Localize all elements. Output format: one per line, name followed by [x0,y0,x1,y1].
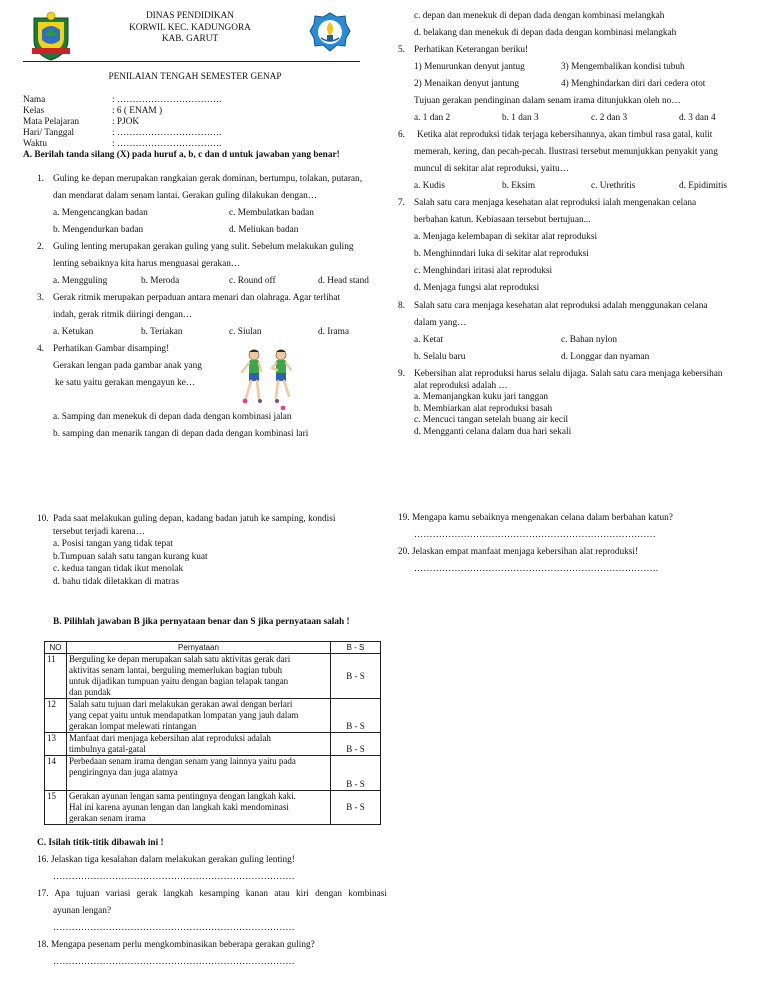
question-text: Ketika alat reproduksi tidak terjaga kebersihannya, akan timbul rasa gatal, kulit [417,130,713,140]
section-c-heading: C. Isilah titik-titik dibawah ini ! [37,838,164,848]
option-c[interactable]: c. Round off [229,276,276,286]
answer-line-18[interactable]: …………………………………………………………………… [53,957,295,967]
header-line-1: DINAS PENDIDIKAN [145,11,235,21]
statement-line: dan pundak [69,687,111,697]
option-d[interactable]: d. Menjaga fungsi alat reproduksi [414,283,540,293]
answer-cell[interactable]: B - S [331,733,381,756]
question-text: Tujuan gerakan pendinginan dalam senam irama ditunjukkan oleh no… [414,96,681,106]
regency-logo [30,10,72,62]
answer-cell[interactable]: B - S [331,756,381,791]
question-text: dan mendarat dalam senam lantai. Gerakan guling dilakukan dengan… [53,191,318,201]
row-number: 12 [45,699,67,733]
option-c[interactable]: c. 2 dan 3 [591,113,628,123]
option-b[interactable]: b. Menghinndari luka di sekitar alat reproduksi [414,249,589,259]
question-text: Perhatikan Keterangan beriku! [414,45,529,55]
column-header-answer: B - S [331,642,381,654]
statement-text [67,756,331,791]
answer-line-20[interactable]: ……………………………………………………………………. [414,564,659,574]
option-b[interactable]: b. 1 dan 3 [502,113,539,123]
statement-line: timbulnya gatal-gatal [69,744,146,754]
statement-item: 1) Menurunkan denyut jantug [414,62,525,72]
question-17: 17. Apa tujuan variasi gerak langkah kesamping kanan atau kiri dengan kombinasi [37,889,387,899]
question-text: muncul di sekitar alat reproduksi, yaitu… [414,164,569,174]
time-field[interactable]: : ……………………………. [112,139,222,149]
answer-line-16[interactable]: …………………………………………………………………… [53,872,295,882]
question-text: tersebut terjadi karena… [53,526,145,537]
identity-row [23,139,363,150]
question-text: Guling ke depan merupakan rangkaian gerak dominan, bertumpu, tolakan, putaran, [53,174,363,184]
option-a[interactable]: a. Ketat [414,335,443,345]
question-text: memerah, kering, dan pecah-pecah. Ilustrasi tersebut menunjukkan penyakit yang [414,147,718,157]
table-row [45,733,381,756]
identity-row [23,128,363,139]
option-c[interactable]: c. Siulan [229,327,262,337]
statement-text [67,654,331,699]
identity-label: Kelas [23,106,45,116]
table-row [45,756,381,791]
question-number: 4. [37,344,44,354]
question-text: Gerakan lengan pada gambar anak yang [53,361,202,371]
question-text: Kebersihan alat reproduksi harus selalu dijaga. Salah satu cara menjaga kebersihan [414,369,723,379]
question-9 [398,369,754,438]
header-rule [23,61,360,62]
statement-line: Perbedaan senam irama dengan senam yang lainnya yaitu pada [69,756,296,766]
header-line-3: KAB. GARUT [161,34,219,45]
option-c[interactable]: c. Urethritis [591,181,636,191]
statement-line: Hal ini karena ayunan lengan dan langkah kaki mendominasi [69,802,289,812]
question-10 [37,513,382,588]
option-a[interactable]: a. Memanjangkan kuku jari tanggan [414,392,548,402]
question-text: lenting sebaiknya kita harus menguasai gerakan… [53,259,241,269]
option-c[interactable]: c. Menghindari iritasi alat reproduksi [414,266,553,276]
row-number: 13 [45,733,67,756]
row-number: 14 [45,756,67,791]
statement-line: untuk dijadikan tumpuan yaitu dengan bagian telapak tangan [69,676,289,686]
option-b[interactable]: b. Selalu baru [414,352,466,362]
question-number: 3. [37,293,44,303]
answer-cell[interactable]: B - S [331,791,381,825]
question-number: 5. [398,45,405,55]
identity-row [23,95,363,106]
question-text: Guling lenting merupakan gerakan guling yang sulit. Sebelum melakukan guling [53,242,354,252]
walking-children-illustration [236,346,298,410]
subject-value: : PJOK [112,117,140,127]
essay-questions-right [398,510,754,578]
answer-cell[interactable]: B - S [331,699,381,733]
identity-block [23,95,363,150]
table-row [45,654,381,699]
statement-line: gerakan senam irama [69,813,146,823]
question-6 [398,127,754,195]
question-16: 16. Jelaskan tiga kesalahan dalam melakukan gerakan guling lenting! [37,855,295,865]
option-d[interactable]: d. 3 dan 4 [679,113,716,123]
answer-line-17[interactable]: …………………………………………………………………… [53,923,295,933]
question-number: 7. [398,198,405,208]
question-5 [398,42,754,127]
option-a[interactable]: a. Samping dan menekuk di depan dada dengan kombinasi jalan [53,412,292,422]
question-number: 6. [398,130,405,140]
option-b[interactable]: b.Tumpuan salah satu tangan kurang kuat [53,551,208,562]
option-c[interactable]: c. kedua tangan tidak ikut menolak [53,564,184,574]
option-d[interactable]: d. Irama [318,327,349,337]
option-b[interactable]: b. Teriakan [141,327,183,337]
question-number: 2. [37,242,44,252]
question-number: 9. [398,369,405,379]
statement-line: Salah satu tujuan dari melakukan gerakan awal dengan berlari [69,699,293,709]
option-b[interactable]: b. Membiarkan alat reproduksi basah [414,403,553,414]
question-1 [37,171,382,239]
statement-line: gerakan lompat melewati rintangan [69,721,197,731]
row-number: 15 [45,791,67,825]
question-7 [398,195,754,297]
statement-line: Gerakan ayunan lengan sama pentingnya dengan langkah kaki. [69,791,296,801]
question-18: 18. Mengapa pesenam perlu mengkombinasikan beberapa gerakan guling? [37,940,315,950]
option-a[interactable]: a. Kudis [414,181,445,191]
statement-text [67,699,331,733]
date-field[interactable]: : ……………………………. [112,128,222,138]
option-d[interactable]: d. Epidimitis [679,181,728,191]
identity-label: Nama [23,95,46,105]
statement-line: pengiringnya dan juga alatnya [69,767,178,777]
question-2 [37,239,382,290]
question-text: alat reproduksi adalah … [414,380,508,391]
table-row [45,791,381,825]
question-19: 19. Mengapa kamu sebaiknya mengenakan celana dalam berbahan katun? [398,513,673,523]
question-4-options-continued [414,8,754,42]
option-a[interactable]: a. 1 dan 2 [414,113,451,123]
statement-line: aktivitas senam lantai, berguling memerlukan bagian tubuh [69,665,283,675]
question-number: 8. [398,301,405,311]
statement-item: 2) Menaikan denyut jantung [414,79,520,89]
option-b[interactable]: b. Eksim [502,181,536,191]
question-number: 1. [37,174,44,184]
option-d[interactable]: d. Head stand [318,276,369,286]
column-header-no: NO [45,642,67,654]
table-header-row [45,642,381,654]
question-8 [398,298,754,366]
option-d[interactable]: d. belakang dan menekuk di depan dada dengan kombinasi melangkah [414,28,677,38]
option-a[interactable]: a. Mengencangkan badan [53,208,148,218]
identity-label: Waktu [23,139,48,149]
section-a-heading: A. Berilah tanda silang (X) pada huruf a, b, c dan d untuk jawaban yang benar! [23,150,340,160]
statement-line: yang cepat yaitu untuk mendapatkan lompatan yang jauh dalam [69,710,299,720]
statement-item: 3) Mengembalikan kondisi tubuh [561,62,685,72]
option-d[interactable]: d. Meliukan badan [229,225,299,235]
true-false-table [44,641,381,825]
question-text: Gerak ritmik merupakan perpaduan antara menari dan olahraga. Agar terlihat [53,293,341,303]
header-line-2: KORWIL KEC. KADUNGORA [129,22,251,33]
question-text: berbahan katun. Kebiasaan tersebut bertujuan... [414,215,591,225]
option-d[interactable]: d. Mengganti celana dalam dua hari sekali [414,426,572,437]
option-c[interactable]: c. Mencuci tangan setelah buang air kecil [414,415,569,425]
exam-title: PENILAIAN TENGAH SEMESTER GENAP [108,72,282,82]
essay-questions-left [37,852,387,971]
statement-line: Berguling ke depan merupakan salah satu aktivitas gerak dari [69,654,291,664]
question-text: indah, gerak ritmik diiringi dengan… [53,310,193,320]
option-b[interactable]: b. samping dan menarik tangan di depan dada dengan kombinasi lari [53,429,309,439]
option-c[interactable]: c. Bahan nylon [561,335,618,345]
tut-wuri-logo [309,11,351,57]
option-c[interactable]: c. depan dan menekuk di depan dada dengan kombinasi melangkah [414,11,665,21]
question-20: 20. Jelaskan empat manfaat menjaga kebersihan alat reproduksi! [398,547,639,557]
option-b[interactable]: b. Meroda [141,276,180,286]
question-4 [37,341,247,392]
option-a[interactable]: a. Posisi tangan yang tidak tepat [53,539,173,549]
class-value: : 6 ( ENAM ) [112,106,163,116]
option-a[interactable]: a. Menjaga kelembapan di sekitar alat reproduksi [414,232,598,242]
question-text: Pada saat melakukan guling depan, kadang badan jatuh ke samping, kondisi [53,514,336,524]
table-row [45,699,381,733]
institution-header [110,11,270,46]
question-number: 10. [37,514,49,524]
question-4-options [53,409,383,443]
question-text: Salah satu cara menjaga kesehatan alat reproduksi ialah mengenakan celana [414,198,697,208]
statement-item: 4) Menghindarkan diri dari cedera otot [561,79,706,89]
option-d[interactable]: d. bahu tidak diletakkan di matras [53,576,179,587]
option-b[interactable]: b. Mengendurkan badan [53,225,144,235]
answer-line-19[interactable]: …………………………………………………………………… [414,530,656,540]
question-text: Perhatikan Gambar disamping! [53,344,170,354]
section-b-heading: B. Pilihlah jawaban B jika pernyataan benar dan S jika pernyataan salah ! [53,617,350,627]
option-c[interactable]: c. Membulatkan badan [229,208,314,218]
option-a[interactable]: a. Mengguling [53,276,108,286]
statement-line: Manfaat dari menjaga kebersihan alat reproduksi adalah [69,733,271,743]
question-text: dalam yang… [414,318,467,328]
question-17-cont: ayunan lengan? [53,906,112,916]
statement-text [67,791,331,825]
question-3 [37,290,382,341]
row-number: 11 [45,654,67,699]
identity-label: Mata Pelajaran [23,117,80,127]
name-field[interactable]: : ……………………………. [112,95,222,105]
identity-row [23,117,363,128]
column-header-statement: Pernyataan [67,642,331,654]
identity-label: Hari/ Tanggal [23,128,75,138]
question-text: ke satu yaitu gerakan mengayun ke… [55,378,196,388]
question-text: Salah satu cara menjaga kesehatan alat reproduksi adalah menggunakan celana [414,301,708,311]
identity-row [23,106,363,117]
option-d[interactable]: d. Longgar dan nyaman [561,352,650,362]
answer-cell[interactable]: B - S [331,654,381,699]
statement-text [67,733,331,756]
option-a[interactable]: a. Ketukan [53,327,94,337]
